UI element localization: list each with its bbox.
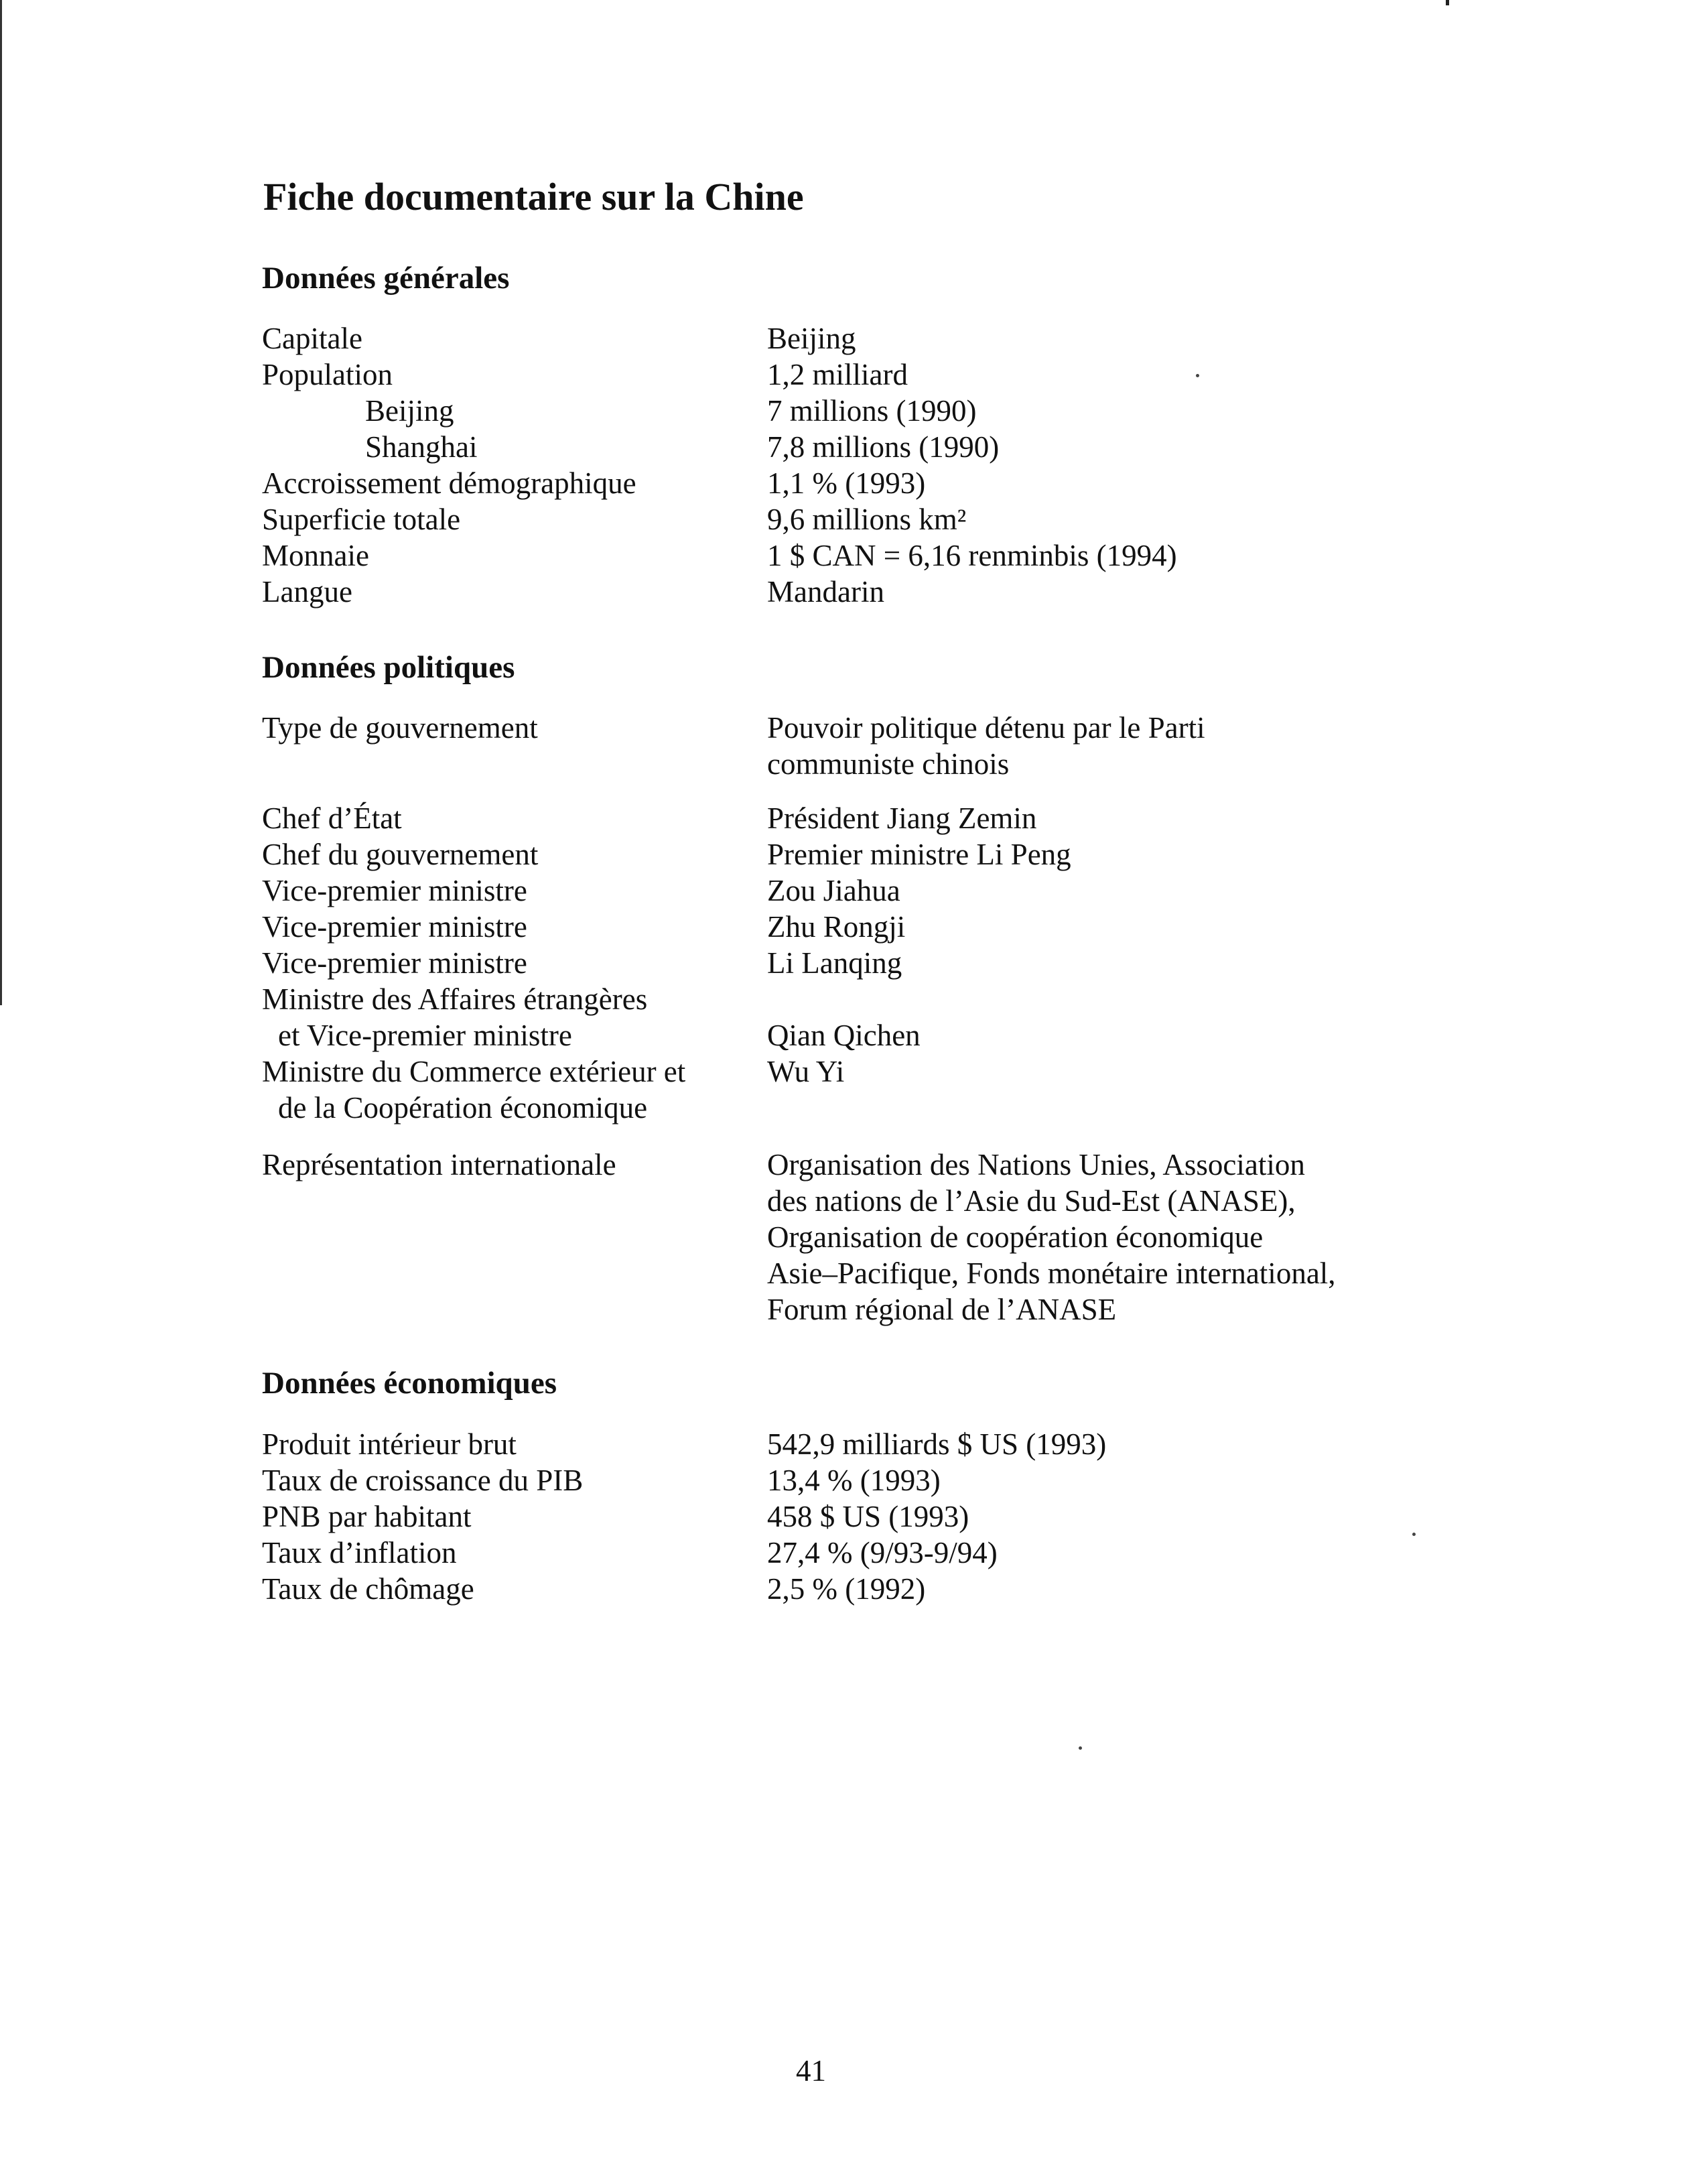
representation-value-line: des nations de l’Asie du Sud-Est (ANASE), [767,1184,1296,1218]
economic-values [767,1426,1106,1607]
scan-mark [1446,0,1449,5]
government-type-label [262,710,538,746]
officials-values [767,800,1071,1126]
representation-value-line: Forum régional de l’ANASE [767,1293,1117,1326]
section-heading-general: Données générales [262,261,510,296]
general-label: Population [262,358,393,391]
general-value: 1,2 milliard [767,358,908,391]
page-number: 41 [796,2054,826,2087]
representation-label [262,1147,616,1183]
official-title: Vice-premier ministre [262,874,527,907]
general-value: Beijing [767,322,856,355]
government-type-value-line: communiste chinois [767,747,1010,781]
official-name: Premier ministre Li Peng [767,838,1071,871]
official-title: Vice-premier ministre [262,946,527,980]
official-name: Li Lanqing [767,946,902,980]
general-label: Accroissement démographique [262,466,636,500]
scan-edge [0,0,2,1005]
official-title: de la Coopération économique [278,1091,648,1125]
scan-speck [1079,1746,1082,1750]
general-label: Monnaie [262,539,369,572]
scan-speck [1196,374,1199,377]
general-label: Shanghai [365,430,478,464]
general-value: 1,1 % (1993) [767,466,926,500]
general-values [767,320,1177,610]
economic-label: Taux de chômage [262,1572,474,1606]
official-name: Qian Qichen [767,1019,921,1052]
official-title: et Vice-premier ministre [278,1019,572,1052]
representation-value [767,1147,1336,1328]
general-value: 7 millions (1990) [767,394,977,428]
official-title: Ministre des Affaires étrangères [262,982,648,1016]
economic-labels [262,1426,583,1607]
economic-label: Taux d’inflation [262,1536,457,1569]
representation-value-line: Organisation de coopération économique [767,1220,1264,1254]
official-name: Zhu Rongji [767,910,906,944]
economic-label: PNB par habitant [262,1500,472,1533]
representation-label-text: Représentation internationale [262,1148,616,1181]
general-value: Mandarin [767,575,884,608]
official-name: Wu Yi [767,1055,845,1088]
section-heading-political: Données politiques [262,650,515,685]
official-title: Chef du gouvernement [262,838,539,871]
economic-value: 458 $ US (1993) [767,1500,969,1533]
government-type-value [767,710,1205,782]
general-label: Capitale [262,322,362,355]
official-name: Président Jiang Zemin [767,801,1037,835]
representation-value-line: Organisation des Nations Unies, Association [767,1148,1305,1181]
document-title: Fiche documentaire sur la Chine [263,175,804,218]
general-labels [262,320,636,610]
economic-value: 13,4 % (1993) [767,1464,941,1497]
official-name [767,981,1071,1017]
general-value: 7,8 millions (1990) [767,430,1000,464]
official-title: Chef d’État [262,801,402,835]
general-label: Beijing [365,394,454,428]
official-title: Ministre du Commerce extérieur et [262,1055,686,1088]
government-type-label-text: Type de gouvernement [262,711,538,745]
government-type-value-line: Pouvoir politique détenu par le Parti [767,711,1205,745]
representation-value-line: Asie–Pacifique, Fonds monétaire international, [767,1257,1336,1290]
general-value: 1 $ CAN = 6,16 renminbis (1994) [767,539,1177,572]
economic-value: 2,5 % (1992) [767,1572,926,1606]
official-name: Zou Jiahua [767,874,900,907]
official-title: Vice-premier ministre [262,910,527,944]
economic-value: 542,9 milliards $ US (1993) [767,1427,1107,1461]
economic-label: Produit intérieur brut [262,1427,517,1461]
general-label: Langue [262,575,352,608]
scan-speck [1412,1533,1416,1536]
official-name [767,1090,1071,1126]
officials-labels [262,800,685,1126]
general-value: 9,6 millions km² [767,503,967,536]
general-label: Superficie totale [262,503,461,536]
section-heading-economic: Données économiques [262,1366,557,1401]
economic-value: 27,4 % (9/93-9/94) [767,1536,998,1569]
economic-label: Taux de croissance du PIB [262,1464,584,1497]
